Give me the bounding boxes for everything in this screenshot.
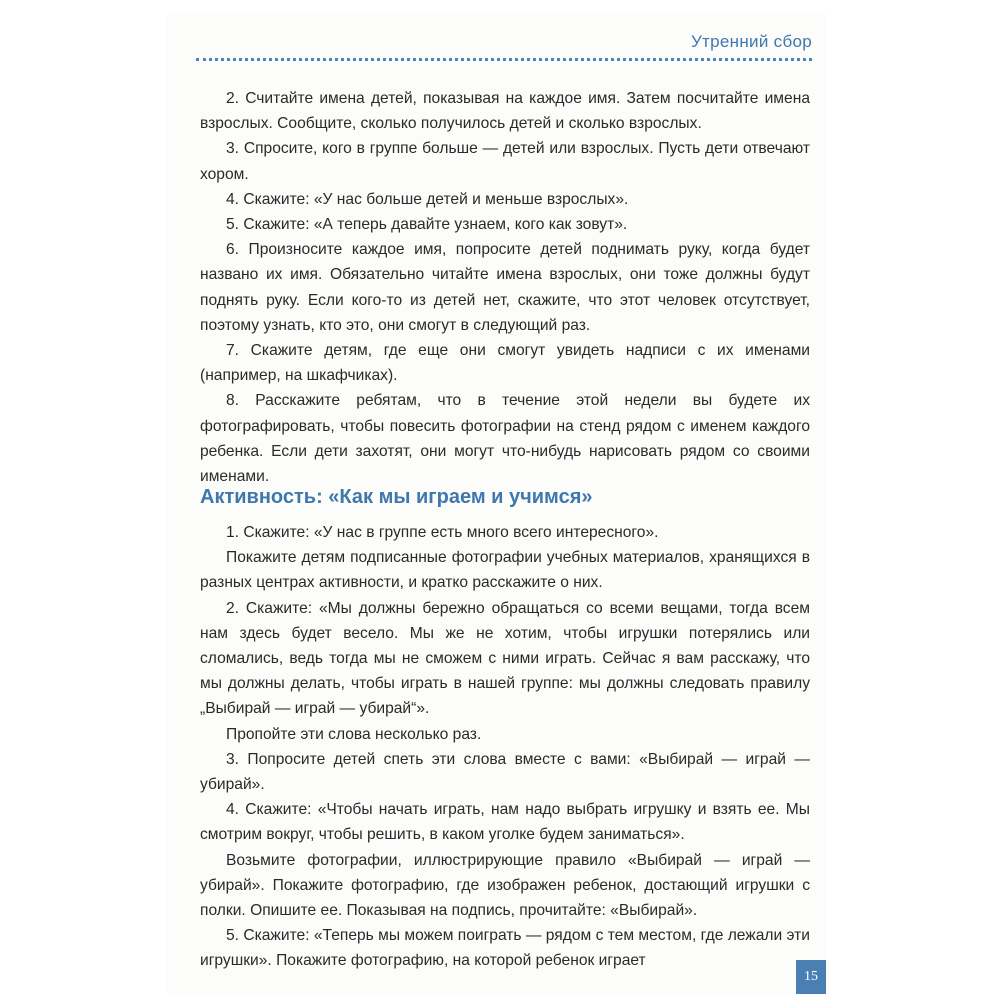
paragraph: 4. Скажите: «У нас больше детей и меньше взрослых». <box>226 190 629 208</box>
paragraph: 2. Считайте имена детей, показывая на каждое имя. Затем посчитайте имена взрослых. Сообщите, сколько получилось детей и сколько взрослых. <box>200 90 810 133</box>
paragraph: 1. Скажите: «У нас в группе есть много всего интересного». <box>226 524 659 541</box>
paragraph: 5. Скажите: «Теперь мы можем поиграть — рядом с тем местом, где лежали эти игрушки». Покажите фотографию, на которой ребенок играет <box>200 927 811 970</box>
page-number: 15 <box>796 960 826 994</box>
section-one-text <box>200 86 810 489</box>
dotted-divider <box>196 58 812 61</box>
paragraph: 6. Произносите каждое имя, попросите детей поднимать руку, когда будет названо их имя. Обязательно читайте имена взрослых, они тоже должны будут поднять руку. Если кого-то из детей нет, скажите, что этот человек отсутствует, поэтому узнать, кто это, они смогут в следующий раз. <box>200 241 810 334</box>
paragraph: 7. Скажите детям, где еще они смогут увидеть надписи с их именами (например, на шкафчиках). <box>200 342 810 385</box>
paragraph: Покажите детям подписанные фотографии учебных материалов, хранящихся в разных центрах активности, и кратко расскажите о них. <box>200 549 810 592</box>
paragraph: 8. Расскажите ребятам, что в течение этой недели вы будете их фотографировать, чтобы повесить фотографии на стенд рядом с именем каждого ребенка. Если дети захотят, они могут что-нибудь нарисовать рядом со своими именами. <box>200 392 810 486</box>
running-head: Утренний сбор <box>690 32 812 51</box>
section-two-text <box>200 520 810 974</box>
paragraph: 5. Скажите: «А теперь давайте узнаем, кого как зовут». <box>226 216 628 234</box>
section-heading: Активность: «Как мы играем и учимся» <box>200 486 593 508</box>
book-page <box>168 14 826 994</box>
paragraph: 3. Попросите детей спеть эти слова вместе с вами: «Выбирай — играй — убирай». <box>200 750 810 794</box>
paragraph: 4. Скажите: «Чтобы начать играть, нам надо выбрать игрушку и взять ее. Мы смотрим вокруг, чтобы решить, в каком уголке будем заниматься». <box>200 801 810 844</box>
paragraph: 2. Скажите: «Мы должны бережно обращаться со всеми вещами, тогда всем нам здесь будет весело. Мы же не хотим, чтобы игрушки потерялись или сломались, ведь тогда мы не сможем с ними играть. Сейчас я вам расскажу, что мы должны делать, чтобы играть в нашей группе: мы должны следовать правилу „Выбирай — играй — убирай“». <box>200 599 810 718</box>
paragraph: 3. Спросите, кого в группе больше — детей или взрослых. Пусть дети отвечают хором. <box>200 140 810 183</box>
paragraph: Пропойте эти слова несколько раз. <box>226 725 482 743</box>
paragraph: Возьмите фотографии, иллюстрирующие правило «Выбирай — играй — убирай». Покажите фотографию, где изображен ребенок, достающий игрушки с полки. Опишите ее. Показывая на подпись, прочитайте: «Выбирай». <box>200 851 810 920</box>
